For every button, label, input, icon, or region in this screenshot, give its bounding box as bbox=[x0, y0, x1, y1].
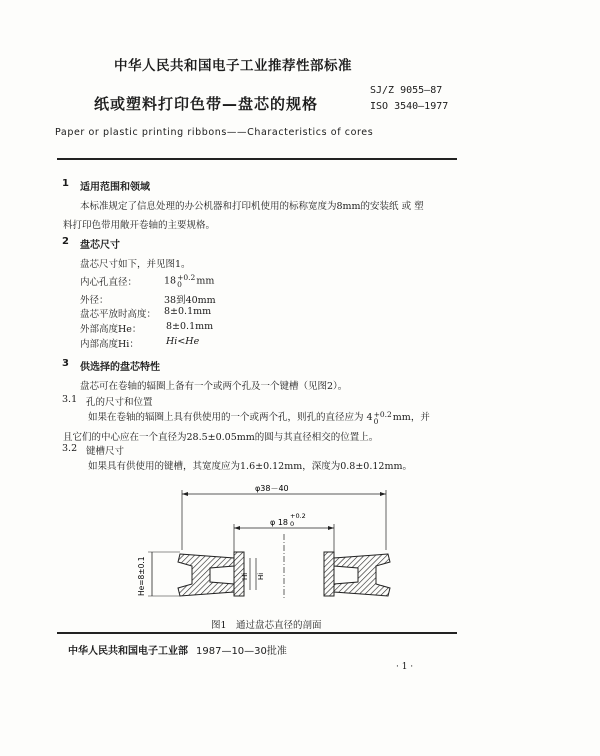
section-3-2-number: 3.2 bbox=[62, 443, 78, 454]
section-3-2-line1: 如果具有供使用的键槽，其宽度应为1.6±0.12mm，深度为0.8±0.12mm。 bbox=[88, 461, 412, 472]
section-2-number: 2 bbox=[62, 236, 69, 247]
section-3-title: 供选择的盘芯特性 bbox=[80, 362, 160, 373]
left-flange-section bbox=[178, 554, 234, 596]
figure-caption: 图1 通过盘芯直径的剖面 bbox=[211, 620, 322, 631]
section-3-1-line2: 且它们的中心应在一个直径为28.5±0.05mm的圆与其直径相交的位置上。 bbox=[63, 432, 379, 443]
right-flange-section bbox=[334, 554, 390, 596]
section-2-title: 盘芯尺寸 bbox=[80, 240, 120, 251]
document-title: 纸或塑料打印色带—盘芯的规格 bbox=[94, 95, 319, 113]
org-title: 中华人民共和国电子工业推荐性部标准 bbox=[114, 58, 352, 74]
footer-issuer: 中华人民共和国电子工业部 bbox=[68, 646, 188, 657]
section-1-paragraph-line2: 料打印色带用敞开卷轴的主要规格。 bbox=[63, 220, 216, 231]
inner-diameter-dimension: φ 18 bbox=[270, 518, 288, 527]
outer-height-label: 外部高度He： bbox=[80, 324, 142, 335]
section-1-paragraph-line1: 本标准规定了信息处理的办公机器和打印机使用的标称宽度为8mm的安装纸 或 塑 bbox=[80, 201, 424, 212]
outer-diameter-label: 外径： bbox=[80, 295, 109, 306]
section-3-1-title: 孔的尺寸和位置 bbox=[86, 397, 153, 408]
outer-height-value: 8±0.1mm bbox=[166, 321, 214, 332]
flat-height-label: 盘芯平放时高度： bbox=[80, 309, 157, 320]
standard-number-iso: ISO 3540—1977 bbox=[370, 101, 449, 112]
standard-number-sj: SJ/Z 9055—87 bbox=[370, 85, 443, 96]
core-cross-section-figure bbox=[130, 478, 410, 608]
svg-text:0: 0 bbox=[290, 520, 295, 528]
svg-text:+0.2: +0.2 bbox=[290, 512, 306, 520]
section-3-number: 3 bbox=[62, 358, 69, 369]
inner-hole-diameter-label: 内心孔直径： bbox=[80, 277, 138, 288]
section-1-title: 适用范围和领域 bbox=[80, 182, 150, 193]
section-2-intro: 盘芯尺寸如下，并见图1。 bbox=[80, 259, 191, 270]
section-3-1-line1: 如果在卷轴的辐圈上具有供使用的一个或两个孔，则孔的直径应为 4 +0.2 0 mm，并 bbox=[88, 409, 430, 426]
section-3-intro: 盘芯可在卷轴的辐圈上备有一个或两个孔及一个键槽（见图2）。 bbox=[80, 381, 348, 392]
outer-diameter-dimension: φ38－40 bbox=[255, 484, 289, 493]
footer-rule bbox=[57, 632, 457, 634]
height-dimension-label: He=8±0.1 bbox=[137, 556, 146, 596]
english-title: Paper or plastic printing ribbons——Characteristics of cores bbox=[55, 127, 374, 138]
inner-hole-diameter-value: 18 +0.2 0 mm bbox=[164, 273, 215, 289]
inner-height-label: 内部高度Hi： bbox=[80, 339, 139, 350]
footer-approval-date: 1987—10—30批准 bbox=[196, 646, 287, 657]
section-3-1-number: 3.1 bbox=[62, 394, 78, 405]
inner-height-label-2: Hi bbox=[257, 572, 265, 580]
inner-height-value: Hi<He bbox=[166, 336, 200, 347]
section-3-2-title: 键槽尺寸 bbox=[86, 446, 125, 457]
page-number: · 1 · bbox=[396, 662, 414, 672]
header-rule bbox=[57, 158, 457, 160]
outer-diameter-value: 38到40mm bbox=[164, 295, 216, 306]
inner-height-label-1: Hi bbox=[241, 572, 249, 580]
right-hub-wall bbox=[324, 552, 334, 596]
flat-height-value: 8±0.1mm bbox=[164, 306, 212, 317]
section-1-number: 1 bbox=[62, 178, 69, 189]
